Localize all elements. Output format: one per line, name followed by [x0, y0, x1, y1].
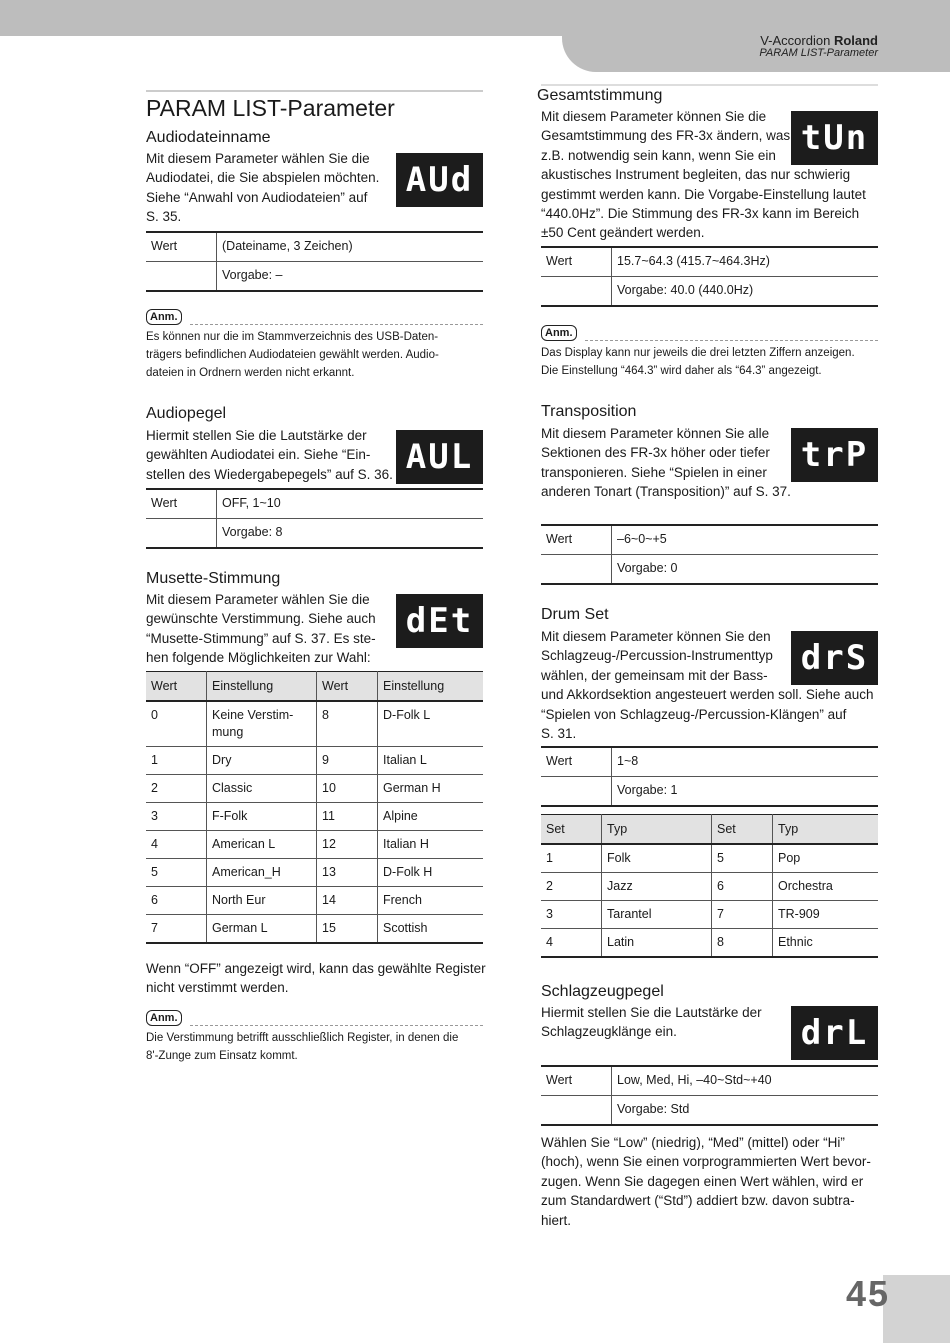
table-row	[541, 901, 878, 929]
value-table-schlagzeugpegel	[541, 1065, 878, 1126]
table-cell: Tarantel	[602, 901, 712, 929]
wert-label: Wert	[146, 232, 217, 262]
heading-audiodatei: Audiodateinname	[146, 129, 271, 146]
lcd-display-tun	[791, 111, 878, 165]
col-header: Einstellung	[207, 672, 317, 702]
text-line: und Akkordsektion angesteuert werden soll. Siehe auch	[541, 687, 874, 703]
table-cell: 1	[546, 851, 553, 865]
musette-table	[146, 671, 483, 944]
wert-value: (Dateiname, 3 Zeichen)	[222, 239, 353, 253]
table-cell: American_H	[207, 859, 317, 887]
table-cell: Italian H	[378, 831, 484, 859]
anm-badge: Anm.	[541, 325, 577, 341]
table-cell: Scottish	[378, 915, 484, 944]
table-cell: D-Folk H	[378, 859, 484, 887]
wert-value: Low, Med, Hi, –40~Std~+40	[617, 1073, 772, 1087]
table-row	[146, 747, 483, 775]
table-row	[146, 803, 483, 831]
cell-text: Keine Verstim- mung	[212, 708, 294, 739]
table-row	[541, 844, 878, 873]
value-table-audiopegel	[146, 488, 483, 549]
section-name: PARAM LIST-Parameter	[759, 47, 878, 59]
table-cell: Jazz	[602, 873, 712, 901]
text-line: ±50 Cent geändert werden.	[541, 225, 705, 241]
text-line: S. 35.	[146, 209, 182, 225]
lcd-text: AUL	[405, 437, 474, 477]
heading-gesamt: Gesamtstimmung	[537, 87, 663, 104]
table-cell: German L	[207, 915, 317, 944]
table-cell: 13	[317, 859, 378, 887]
lcd-text: tUn	[800, 118, 869, 158]
table-row	[146, 915, 483, 944]
text-line: transponieren. Siehe “Spielen in einer	[541, 464, 767, 480]
wert-label: Wert	[541, 247, 612, 277]
empty-cell	[541, 777, 612, 807]
table-row	[146, 887, 483, 915]
note-line: Die Verstimmung betrifft ausschließlich Register, in denen die	[146, 1032, 459, 1044]
table-cell: Alpine	[378, 803, 484, 831]
col-header: Set	[541, 815, 602, 845]
wert-value: OFF, 1~10	[222, 496, 281, 510]
text-line: zugen. Wenn Sie dagegen einen Wert wählen, wird er	[541, 1173, 864, 1189]
value-table-gesamt	[541, 246, 878, 307]
table-cell: German H	[378, 775, 484, 803]
header-tab	[562, 0, 950, 72]
empty-cell	[541, 555, 612, 585]
text-line: gestimmt werden kann. Die Vorgabe-Einstellung lautet	[541, 186, 866, 202]
text-line: Hiermit stellen Sie die Lautstärke der	[146, 428, 367, 443]
lcd-display-drl	[791, 1006, 878, 1060]
text-line: “440.0Hz”. Die Stimmung des FR-3x kann im Bereich	[541, 206, 860, 222]
text-line: Mit diesem Parameter können Sie alle	[541, 426, 770, 441]
text-line: S. 31.	[541, 726, 577, 742]
note-divider	[190, 324, 483, 325]
table-cell: French	[378, 887, 484, 915]
wert-value: 1~8	[617, 754, 639, 768]
text-line: Siehe “Anwahl von Audiodateien” auf	[146, 189, 368, 205]
col-header: Wert	[317, 672, 378, 702]
text-audiodatei	[146, 149, 396, 227]
note-line: trägers befindlichen Audiodateien gewählt werden. Audio-	[146, 349, 439, 361]
table-cell: American L	[207, 831, 317, 859]
table-row	[146, 859, 483, 887]
text-line: Hiermit stellen Sie die Lautstärke der	[541, 1005, 762, 1020]
page-title: PARAM LIST-Parameter	[146, 95, 395, 121]
wert-label: Wert	[541, 1066, 612, 1096]
vorgabe-value: Vorgabe: 0	[612, 555, 879, 585]
text-line: Schlagzeugklänge ein.	[541, 1024, 677, 1040]
anm-badge: Anm.	[146, 1010, 182, 1026]
table-cell: Ethnic	[773, 929, 879, 958]
note-line: Das Display kann nur jeweils die drei letzten Ziffern anzeigen.	[541, 347, 855, 359]
table-cell: 3	[541, 901, 602, 929]
text-line: stellen des Wiedergabepegels” auf S. 36.	[146, 466, 393, 482]
lcd-text: drS	[800, 638, 869, 678]
table-cell: F-Folk	[207, 803, 317, 831]
table-row	[146, 831, 483, 859]
col-header: Typ	[773, 815, 879, 845]
text-line: Mit diesem Parameter können Sie den	[541, 629, 771, 644]
col-header: Wert	[146, 672, 207, 702]
note-divider	[190, 1025, 483, 1026]
col-header: Set	[712, 815, 773, 845]
table-cell: Dry	[207, 747, 317, 775]
empty-cell	[541, 277, 612, 307]
lcd-display-aul	[396, 430, 483, 484]
text-line: Wählen Sie “Low” (niedrig), “Med” (mittel) oder “Hi”	[541, 1135, 845, 1150]
right-rule	[541, 84, 878, 86]
note-line: 8'-Zunge zum Einsatz kommt.	[146, 1050, 298, 1062]
text-musette	[146, 590, 396, 668]
table-cell: 6	[146, 887, 207, 915]
table-cell: Folk	[602, 844, 712, 873]
table-row	[541, 873, 878, 901]
title-rule	[146, 90, 483, 92]
note-display	[541, 344, 855, 380]
table-cell: 15	[317, 915, 378, 944]
table-cell: 8	[712, 929, 773, 958]
vorgabe-value: Vorgabe: 40.0 (440.0Hz)	[612, 277, 879, 307]
table-row	[146, 701, 483, 747]
text-schlagzeugpegel-after	[541, 1133, 881, 1230]
brand	[760, 33, 878, 48]
table-cell: Pop	[773, 844, 879, 873]
table-cell: North Eur	[207, 887, 317, 915]
table-cell: 12	[317, 831, 378, 859]
heading-drumset: Drum Set	[541, 606, 609, 623]
drumset-table	[541, 814, 878, 958]
table-cell: 4	[541, 929, 602, 958]
table-cell: 9	[317, 747, 378, 775]
table-cell: 10	[317, 775, 378, 803]
value-table-transposition	[541, 524, 878, 585]
heading-musette: Musette-Stimmung	[146, 570, 281, 587]
table-cell: 8	[317, 701, 378, 747]
note-line: Es können nur die im Stammverzeichnis des USB-Daten-	[146, 331, 439, 343]
table-cell: 3	[146, 803, 207, 831]
wert-value: –6~0~+5	[617, 532, 667, 546]
text-line: Mit diesem Parameter können Sie die	[541, 109, 767, 124]
table-cell: 0	[151, 708, 158, 722]
value-table-audiodatei	[146, 231, 483, 292]
text-line: z.B. notwendig sein kann, wenn Sie ein	[541, 147, 776, 163]
empty-cell	[146, 519, 217, 549]
table-cell: 2	[541, 873, 602, 901]
lcd-display-aud	[396, 153, 483, 207]
text-musette-off	[146, 959, 486, 998]
text-line: gewählten Audiodatei ein. Siehe “Ein-	[146, 447, 371, 463]
text-line: Wenn “OFF” angezeigt wird, kann das gewählte Register	[146, 961, 486, 976]
heading-transposition: Transposition	[541, 403, 637, 420]
table-cell: 2	[146, 775, 207, 803]
table-cell: Italian L	[378, 747, 484, 775]
text-line: zum Standardwert (“Std”) addiert bzw. davon subtra-	[541, 1193, 855, 1209]
text-line: Audiodatei, die Sie abspielen möchten.	[146, 170, 380, 186]
table-cell: D-Folk L	[378, 701, 484, 747]
text-audiopegel	[146, 426, 396, 484]
note-verstimmung	[146, 1029, 458, 1065]
wert-label: Wert	[146, 489, 217, 519]
vorgabe-value: Vorgabe: –	[217, 262, 484, 292]
table-cell: 5	[146, 859, 207, 887]
brand-prefix: V-Accordion	[760, 33, 831, 48]
table-cell: 14	[317, 887, 378, 915]
lcd-text: AUd	[405, 160, 474, 200]
lcd-text: drL	[800, 1013, 869, 1053]
wert-value: 15.7~64.3 (415.7~464.3Hz)	[617, 254, 770, 268]
lcd-text: dEt	[405, 601, 474, 641]
lcd-display-det	[396, 594, 483, 648]
page-number: 45	[846, 1273, 891, 1314]
table-cell: 11	[317, 803, 378, 831]
text-line: Schlagzeug-/Percussion-Instrumenttyp	[541, 648, 773, 664]
vorgabe-value: Vorgabe: 1	[612, 777, 879, 807]
table-row	[541, 929, 878, 958]
table-cell: 1	[146, 747, 207, 775]
table-cell: Latin	[602, 929, 712, 958]
wert-label: Wert	[541, 747, 612, 777]
text-line: “Musette-Stimmung” auf S. 37. Es ste-	[146, 630, 376, 646]
note-line: dateien in Ordnern werden nicht erkannt.	[146, 367, 355, 379]
text-line: anderen Tonart (Transposition)” auf S. 37.	[541, 484, 791, 500]
table-cell: 6	[712, 873, 773, 901]
anm-badge: Anm.	[146, 309, 182, 325]
table-cell: 5	[712, 844, 773, 873]
note-line: Die Einstellung “464.3” wird daher als “64.3” angezeigt.	[541, 365, 822, 377]
table-cell: 7	[146, 915, 207, 944]
text-line: akustisches Instrument begleiten, das nur schwierig	[541, 167, 851, 183]
text-transposition	[541, 424, 801, 502]
table-cell: TR-909	[773, 901, 879, 929]
table-cell: Classic	[207, 775, 317, 803]
lcd-text: trP	[800, 435, 869, 475]
text-line: wählen, der gemeinsam mit der Bass-	[541, 667, 768, 683]
lcd-display-drs	[791, 631, 878, 685]
text-line: hiert.	[541, 1212, 572, 1228]
table-cell	[207, 701, 317, 747]
text-line: gewünschte Verstimmung. Siehe auch	[146, 611, 376, 627]
text-schlagzeugpegel	[541, 1003, 791, 1042]
text-line: Mit diesem Parameter wählen Sie die	[146, 592, 370, 607]
col-header: Typ	[602, 815, 712, 845]
empty-cell	[541, 1096, 612, 1126]
heading-schlagzeugpegel: Schlagzeugpegel	[541, 983, 664, 1000]
table-cell: Orchestra	[773, 873, 879, 901]
vorgabe-value: Vorgabe: 8	[217, 519, 484, 549]
text-line: nicht verstimmt werden.	[146, 980, 289, 996]
value-table-drumset	[541, 746, 878, 807]
text-line: “Spielen von Schlagzeug-/Percussion-Klängen” auf	[541, 706, 847, 722]
empty-cell	[146, 262, 217, 292]
page-number-box	[883, 1275, 950, 1343]
lcd-display-trp	[791, 428, 878, 482]
col-header: Einstellung	[378, 672, 484, 702]
table-cell: 4	[146, 831, 207, 859]
text-line: (hoch), wenn Sie einen vorprogrammierten Wert bevor-	[541, 1154, 871, 1170]
note-divider	[585, 340, 878, 341]
table-row	[146, 775, 483, 803]
note-usb	[146, 328, 439, 382]
brand-name: Roland	[833, 33, 878, 48]
text-line: hen folgende Möglichkeiten zur Wahl:	[146, 650, 371, 666]
heading-audiopegel: Audiopegel	[146, 405, 227, 422]
vorgabe-value: Vorgabe: Std	[612, 1096, 879, 1126]
text-line: Sektionen des FR-3x höher oder tiefer	[541, 445, 770, 461]
wert-label: Wert	[541, 525, 612, 555]
text-line: Mit diesem Parameter wählen Sie die	[146, 151, 370, 166]
table-cell: 7	[712, 901, 773, 929]
text-line: Gesamtstimmung des FR-3x ändern, was	[541, 128, 791, 144]
